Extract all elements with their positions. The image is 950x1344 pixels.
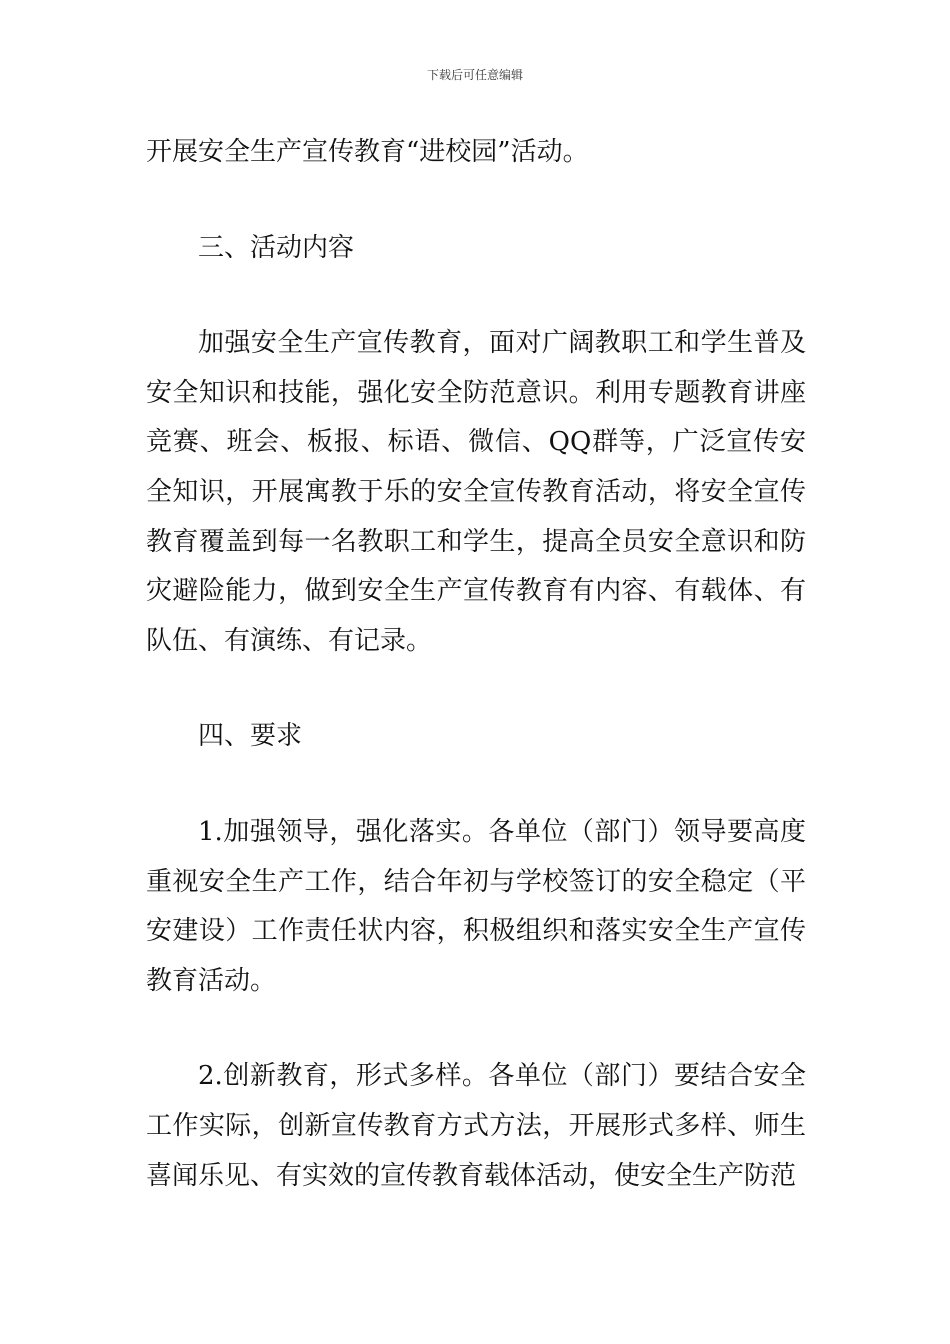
paragraph-continuation: 开展安全生产宣传教育“进校园”活动。 — [146, 137, 589, 167]
paragraph-requirement-2: 2.创新教育，形式多样。各单位（部门）要结合安全工作实际，创新宣传教育方式方法，开展形式多样、师生喜闻乐见、有实效的宣传教育载体活动，使安全生产防范 — [146, 1061, 806, 1191]
paragraph-activity-content: 加强安全生产宣传教育，面对广阔教职工和学生普及安全知识和技能，强化安全防范意识。利用专题教育讲座竞赛、班会、板报、标语、微信、QQ群等，广泛宣传安全知识，开展寓教于乐的安全宣传教育活动，将安全宣传教育覆盖到每一名教职工和学生，提高全员安全意识和防灾避险能力，做到安全生产宣传教育有内容、有载体、有队伍、有演练、有记录。 — [146, 328, 806, 656]
page-header: 下载后可任意编辑 — [426, 68, 523, 82]
section-heading-activity-content: 三、活动内容 — [198, 232, 355, 263]
section-heading-requirements: 四、要求 — [198, 721, 303, 752]
paragraph-requirement-1: 1.加强领导，强化落实。各单位（部门）领导要高度重视安全生产工作，结合年初与学校签订的安全稳定（平安建设）工作责任状内容，积极组织和落实安全生产宣传教育活动。 — [146, 816, 806, 996]
document-body — [146, 128, 806, 1201]
